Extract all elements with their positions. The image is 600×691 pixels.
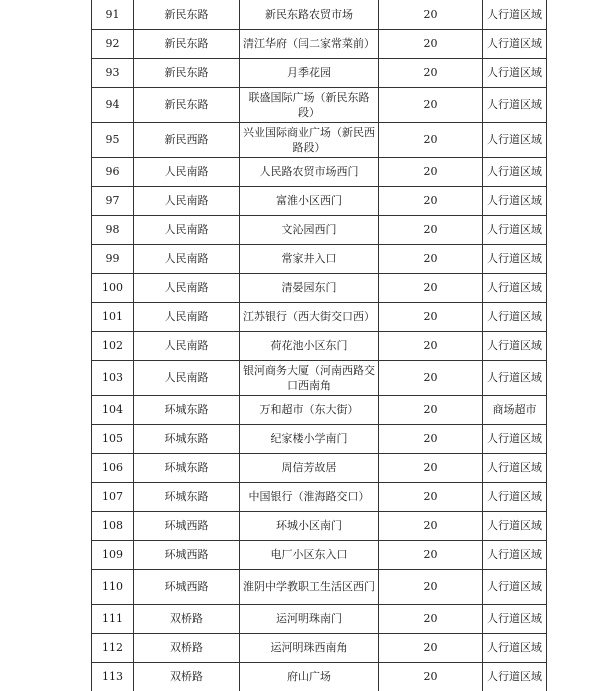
cell-road: 环城东路 bbox=[134, 453, 240, 482]
cell-road: 人民南路 bbox=[134, 215, 240, 244]
cell-place: 联盛国际广场（新民东路段） bbox=[240, 87, 379, 122]
cell-road: 双桥路 bbox=[134, 604, 240, 633]
cell-road: 环城西路 bbox=[134, 540, 240, 569]
table-row bbox=[92, 273, 547, 302]
cell-area: 人行道区域 bbox=[483, 273, 547, 302]
cell-area: 人行道区域 bbox=[483, 58, 547, 87]
cell-place: 常家井入口 bbox=[240, 244, 379, 273]
cell-count: 20 bbox=[379, 87, 483, 122]
table-row bbox=[92, 0, 547, 29]
cell-count: 20 bbox=[379, 157, 483, 186]
table-row bbox=[92, 633, 547, 662]
cell-no: 104 bbox=[92, 395, 134, 424]
cell-road: 环城东路 bbox=[134, 424, 240, 453]
cell-no: 110 bbox=[92, 569, 134, 604]
cell-area: 人行道区域 bbox=[483, 482, 547, 511]
table-row bbox=[92, 122, 547, 157]
cell-road: 人民南路 bbox=[134, 273, 240, 302]
cell-place: 江苏银行（西大街交口西） bbox=[240, 302, 379, 331]
cell-count: 20 bbox=[379, 633, 483, 662]
cell-place: 中国银行（淮海路交口） bbox=[240, 482, 379, 511]
cell-area: 商场超市 bbox=[483, 395, 547, 424]
cell-road: 新民东路 bbox=[134, 29, 240, 58]
cell-road: 人民南路 bbox=[134, 157, 240, 186]
cell-count: 20 bbox=[379, 482, 483, 511]
table-row bbox=[92, 87, 547, 122]
cell-count: 20 bbox=[379, 395, 483, 424]
cell-no: 105 bbox=[92, 424, 134, 453]
cell-count: 20 bbox=[379, 122, 483, 157]
cell-count: 20 bbox=[379, 331, 483, 360]
cell-no: 102 bbox=[92, 331, 134, 360]
cell-count: 20 bbox=[379, 302, 483, 331]
cell-count: 20 bbox=[379, 604, 483, 633]
cell-road: 新民东路 bbox=[134, 58, 240, 87]
cell-no: 92 bbox=[92, 29, 134, 58]
cell-place: 荷花池小区东门 bbox=[240, 331, 379, 360]
cell-place: 周信芳故居 bbox=[240, 453, 379, 482]
cell-place: 富淮小区西门 bbox=[240, 186, 379, 215]
cell-place: 运河明珠南门 bbox=[240, 604, 379, 633]
cell-area: 人行道区域 bbox=[483, 604, 547, 633]
cell-no: 112 bbox=[92, 633, 134, 662]
cell-no: 100 bbox=[92, 273, 134, 302]
cell-no: 91 bbox=[92, 0, 134, 29]
table-row bbox=[92, 58, 547, 87]
cell-place: 清江华府（闫二家常菜前） bbox=[240, 29, 379, 58]
location-table bbox=[91, 0, 547, 691]
cell-no: 94 bbox=[92, 87, 134, 122]
table-row bbox=[92, 604, 547, 633]
cell-area: 人行道区域 bbox=[483, 302, 547, 331]
cell-count: 20 bbox=[379, 360, 483, 395]
cell-place: 纪家楼小学南门 bbox=[240, 424, 379, 453]
cell-area: 人行道区域 bbox=[483, 662, 547, 691]
table-row bbox=[92, 157, 547, 186]
table-row bbox=[92, 302, 547, 331]
cell-road: 环城东路 bbox=[134, 395, 240, 424]
cell-count: 20 bbox=[379, 58, 483, 87]
cell-area: 人行道区域 bbox=[483, 569, 547, 604]
cell-area: 人行道区域 bbox=[483, 511, 547, 540]
cell-place: 环城小区南门 bbox=[240, 511, 379, 540]
cell-count: 20 bbox=[379, 186, 483, 215]
table-row bbox=[92, 29, 547, 58]
table-row bbox=[92, 511, 547, 540]
cell-count: 20 bbox=[379, 424, 483, 453]
cell-road: 新民西路 bbox=[134, 122, 240, 157]
table-row bbox=[92, 662, 547, 691]
cell-area: 人行道区域 bbox=[483, 29, 547, 58]
table-row bbox=[92, 540, 547, 569]
cell-no: 113 bbox=[92, 662, 134, 691]
cell-no: 111 bbox=[92, 604, 134, 633]
table-row bbox=[92, 215, 547, 244]
cell-no: 108 bbox=[92, 511, 134, 540]
table-row bbox=[92, 482, 547, 511]
cell-road: 人民南路 bbox=[134, 186, 240, 215]
cell-road: 环城东路 bbox=[134, 482, 240, 511]
cell-area: 人行道区域 bbox=[483, 0, 547, 29]
cell-place: 月季花园 bbox=[240, 58, 379, 87]
cell-place: 兴业国际商业广场（新民西路段） bbox=[240, 122, 379, 157]
cell-area: 人行道区域 bbox=[483, 244, 547, 273]
table-row bbox=[92, 244, 547, 273]
cell-count: 20 bbox=[379, 540, 483, 569]
cell-no: 106 bbox=[92, 453, 134, 482]
cell-area: 人行道区域 bbox=[483, 186, 547, 215]
cell-area: 人行道区域 bbox=[483, 360, 547, 395]
cell-area: 人行道区域 bbox=[483, 540, 547, 569]
cell-no: 103 bbox=[92, 360, 134, 395]
cell-area: 人行道区域 bbox=[483, 215, 547, 244]
cell-count: 20 bbox=[379, 662, 483, 691]
cell-count: 20 bbox=[379, 29, 483, 58]
cell-road: 人民南路 bbox=[134, 360, 240, 395]
cell-place: 运河明珠西南角 bbox=[240, 633, 379, 662]
cell-place: 银河商务大厦（河南西路交口西南角 bbox=[240, 360, 379, 395]
cell-place: 文沁园西门 bbox=[240, 215, 379, 244]
cell-place: 府山广场 bbox=[240, 662, 379, 691]
cell-place: 新民东路农贸市场 bbox=[240, 0, 379, 29]
cell-no: 96 bbox=[92, 157, 134, 186]
cell-road: 环城西路 bbox=[134, 511, 240, 540]
cell-no: 99 bbox=[92, 244, 134, 273]
cell-place: 淮阴中学教职工生活区西门 bbox=[240, 569, 379, 604]
cell-area: 人行道区域 bbox=[483, 331, 547, 360]
table-row bbox=[92, 453, 547, 482]
cell-count: 20 bbox=[379, 511, 483, 540]
cell-area: 人行道区域 bbox=[483, 157, 547, 186]
table-row bbox=[92, 331, 547, 360]
cell-place: 万和超市（东大街） bbox=[240, 395, 379, 424]
cell-place: 电厂小区东入口 bbox=[240, 540, 379, 569]
cell-road: 新民东路 bbox=[134, 0, 240, 29]
cell-area: 人行道区域 bbox=[483, 453, 547, 482]
cell-area: 人行道区域 bbox=[483, 122, 547, 157]
cell-count: 20 bbox=[379, 569, 483, 604]
cell-no: 101 bbox=[92, 302, 134, 331]
cell-road: 环城西路 bbox=[134, 569, 240, 604]
cell-place: 人民路农贸市场西门 bbox=[240, 157, 379, 186]
cell-road: 人民南路 bbox=[134, 302, 240, 331]
cell-area: 人行道区域 bbox=[483, 633, 547, 662]
cell-count: 20 bbox=[379, 215, 483, 244]
table-row bbox=[92, 569, 547, 604]
cell-count: 20 bbox=[379, 244, 483, 273]
cell-no: 95 bbox=[92, 122, 134, 157]
cell-no: 107 bbox=[92, 482, 134, 511]
cell-road: 双桥路 bbox=[134, 662, 240, 691]
cell-road: 新民东路 bbox=[134, 87, 240, 122]
table-row bbox=[92, 360, 547, 395]
cell-count: 20 bbox=[379, 453, 483, 482]
cell-road: 人民南路 bbox=[134, 331, 240, 360]
cell-no: 98 bbox=[92, 215, 134, 244]
cell-area: 人行道区域 bbox=[483, 87, 547, 122]
cell-count: 20 bbox=[379, 273, 483, 302]
cell-area: 人行道区域 bbox=[483, 424, 547, 453]
cell-no: 97 bbox=[92, 186, 134, 215]
cell-road: 双桥路 bbox=[134, 633, 240, 662]
table-row bbox=[92, 395, 547, 424]
cell-road: 人民南路 bbox=[134, 244, 240, 273]
table-row bbox=[92, 424, 547, 453]
cell-place: 清晏园东门 bbox=[240, 273, 379, 302]
cell-no: 109 bbox=[92, 540, 134, 569]
table-row bbox=[92, 186, 547, 215]
cell-count: 20 bbox=[379, 0, 483, 29]
cell-no: 93 bbox=[92, 58, 134, 87]
